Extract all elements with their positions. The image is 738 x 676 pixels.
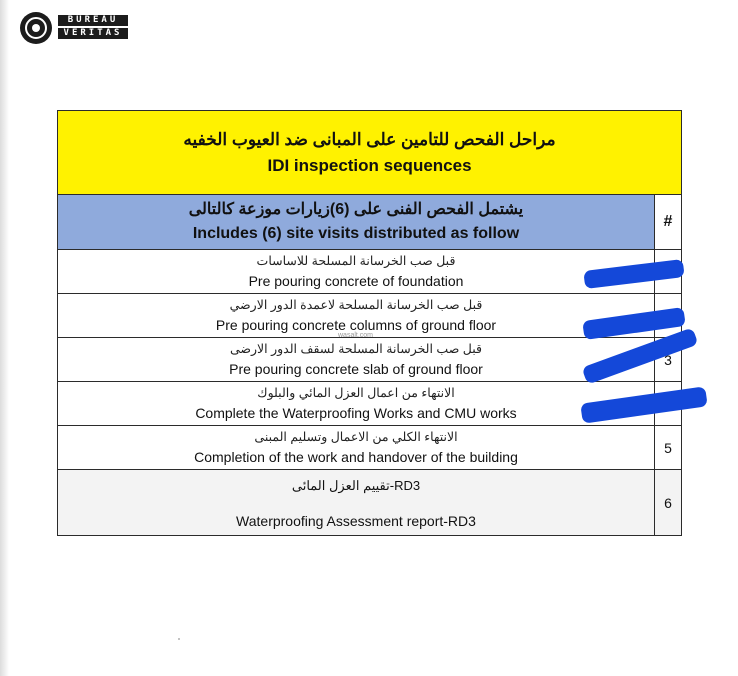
row-english: Complete the Waterproofing Works and CMU works	[195, 405, 517, 421]
row-arabic: الانتهاء الكلي من الاعمال وتسليم المبنى	[254, 430, 458, 444]
row-arabic: RD3-تقييم العزل المائى	[291, 477, 421, 493]
brand-line-2: VERITAS	[58, 28, 128, 39]
table-row	[58, 426, 682, 470]
page-edge	[0, 0, 9, 676]
number-header: #	[654, 195, 681, 250]
row-english: Pre pouring concrete slab of ground floor	[229, 361, 483, 377]
row-text-cell	[58, 426, 655, 470]
header-row	[58, 195, 682, 250]
row-english: Pre pouring concrete of foundation	[248, 273, 464, 289]
row-text-cell	[58, 338, 655, 382]
row-arabic: قبل صب الخرسانة المسلحة لاعمدة الدور الارضي	[229, 298, 483, 312]
row-text-cell	[58, 382, 655, 426]
title-cell	[58, 111, 682, 195]
row-number: 5	[654, 426, 681, 470]
table-row	[58, 470, 682, 536]
row-arabic: قبل صب الخرسانة المسلحة لسقف الدور الارضى	[229, 342, 482, 356]
row-arabic: الانتهاء من اعمال العزل المائي والبلوك	[257, 386, 455, 400]
seal-icon	[20, 12, 52, 44]
row-text-cell	[58, 250, 655, 294]
brand-line-1: BUREAU	[58, 15, 128, 26]
row-number: 3	[654, 338, 681, 382]
row-text-cell	[58, 470, 655, 536]
row-english: Waterproofing Assessment report-RD3	[236, 512, 476, 529]
row-number: 6	[654, 470, 681, 536]
row-arabic: قبل صب الخرسانة المسلحة للاساسات	[256, 254, 456, 268]
title-english: IDI inspection sequences	[267, 155, 472, 175]
title-arabic: مراحل الفحص للتامين على المبانى ضد العيوب الخفيه	[183, 129, 556, 149]
row-english: Pre pouring concrete columns of ground floor	[215, 317, 497, 333]
speck	[178, 638, 180, 640]
title-row	[58, 111, 682, 195]
bureau-veritas-logo	[20, 12, 130, 48]
row-text-cell	[58, 294, 655, 338]
watermark: wasalt.com	[338, 332, 374, 339]
header-english: Includes (6) site visits distributed as follow	[192, 225, 520, 242]
header-cell	[58, 195, 655, 250]
header-arabic: يشتمل الفحص الفنى على (6)زيارات موزعة كالتالى	[188, 201, 524, 218]
row-english: Completion of the work and handover of the building	[194, 449, 518, 465]
